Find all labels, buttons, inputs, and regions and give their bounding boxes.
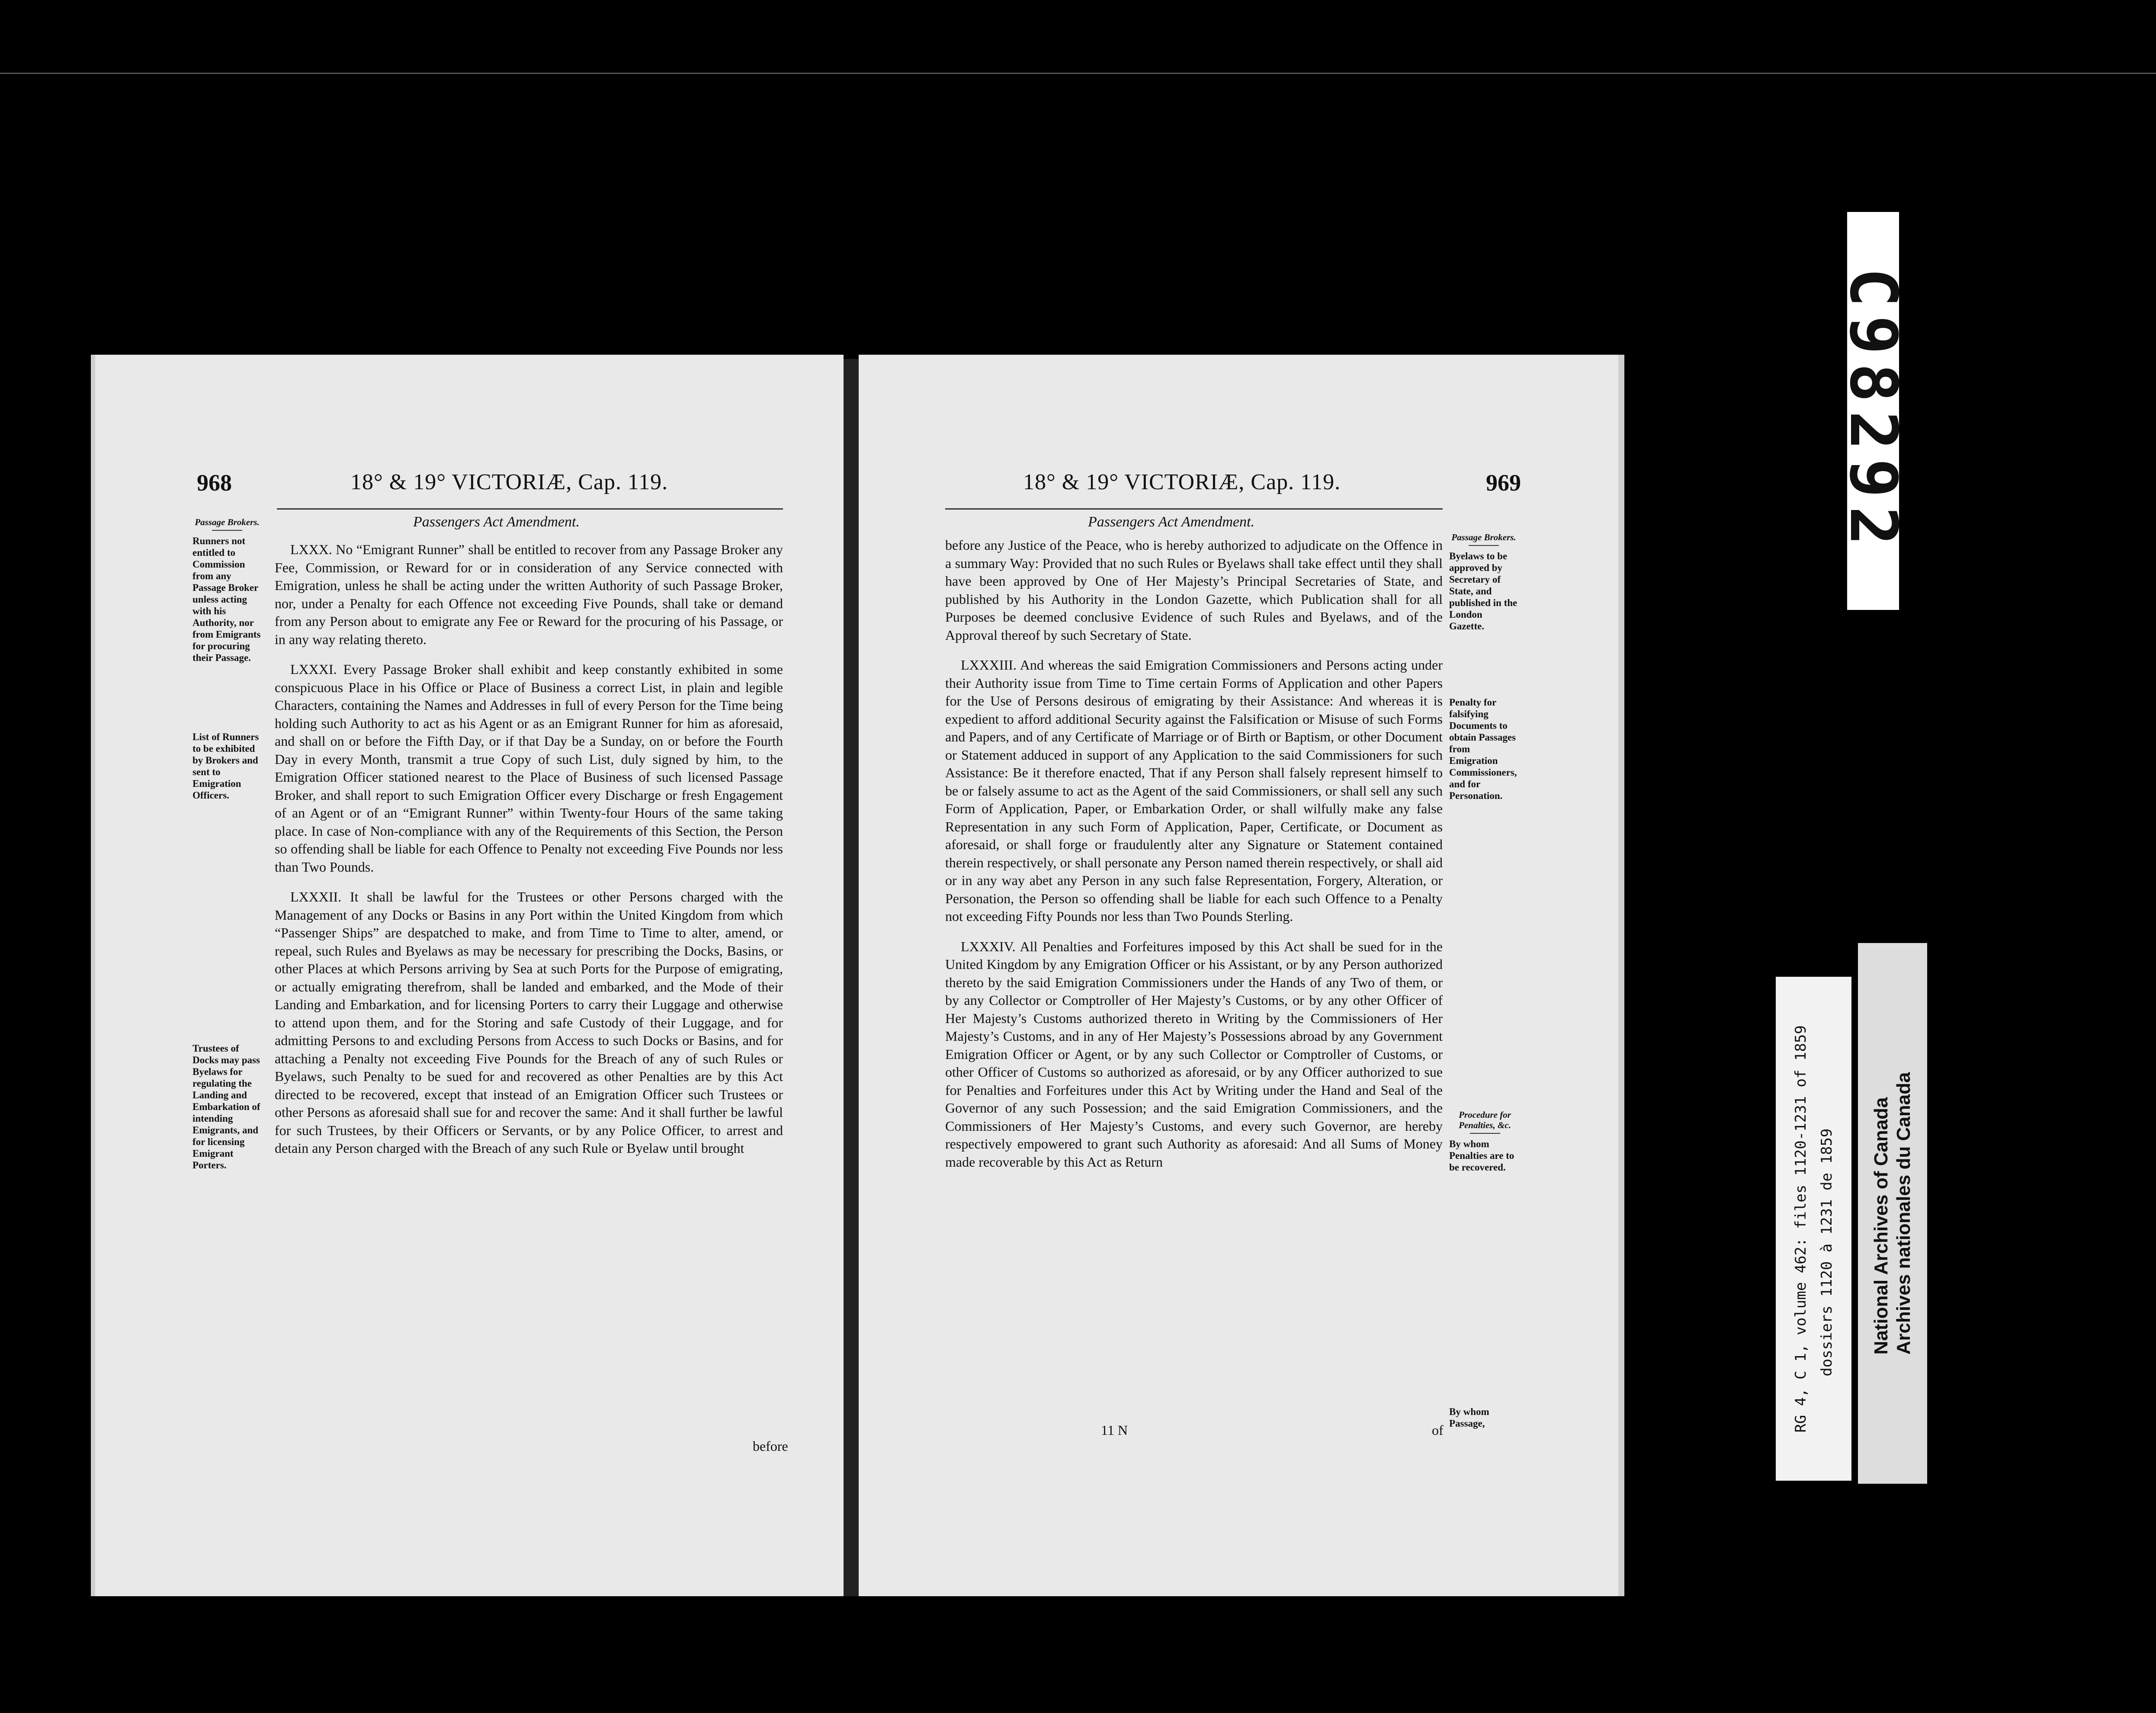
right-note-by-whom-passage: By whom Passage, [1449,1406,1489,1429]
right-page [859,355,1624,1596]
right-header-rule [945,508,1443,510]
archives-label [1858,943,1927,1484]
left-body [275,541,783,1170]
right-note-heading: Passage Brokers. [1451,532,1516,542]
section-lxxx: LXXX. No “Emigrant Runner” shall be entitled to recover from any Passage Broker any Fee, Commission, or Reward for or in consideration of any Service connected with Emigration, unless he shall be acting under the written Authority of such Passage Broker, nor, under a Penalty for each Offence not exceeding Five Pounds, shall take or demand from any Person about to emigrate any Fee or Reward for the procuring of his Passage, or in any way relating thereto. [275,542,783,647]
left-header-rule [277,508,783,510]
left-note-list-of-runners: List of Runners to be exhibited by Brokers and sent to Emigration Officers. [192,731,259,801]
reference-line-1: RG 4, C 1, volume 462: files 1120-1231 of 1859 [1792,1025,1810,1433]
left-margin-notes [192,517,262,664]
left-catchword: before [753,1438,788,1454]
right-page-number: 969 [1486,470,1521,496]
reference-text [1788,1025,1840,1433]
left-note-runners: Runners not entitled to Commission from any Passage Broker unless acting with his Authority, nor from Emigrants for procuring their Passage. [192,536,261,663]
left-page [91,355,844,1596]
section-lxxxiii: LXXXIII. And whereas the said Emigration Commissioners and Persons acting under their Authority issue from Time to Time certain Forms of Application and other Papers for the Use of Persons desirous of emigrating by their Assistance: And whereas it is expedient to afford additional Security against the Falsification or Misuse of such Forms and Papers, and of any Certificate of Marriage or of Birth or Baptism, or other Document or Statement adduced in support of any Application to the said Commissioners for such Assistance: Be it therefore enacted, That if any Person shall falsely represent himself to be or falsely assume to act as the Agent of the said Commissioners, or shall sell any such Form of Application, Paper, or Embarkation Order, or shall wilfully make any false Representation in any such Form of Application, Paper, Certificate, or Document as aforesaid, or shall forge or fraudulently alter any Signature or Statement contained therein respectively, or shall personate any Person named therein respectively, or shall aid or in any way abet any Person in any such false Representation, Forgery, Alteration, or Personation, the Person so offending shall be liable for each such Offence to a Penalty not exceeding Fifty Pounds nor less than Two Pounds Sterling. [945,657,1443,924]
section-lxxxii-continued: before any Justice of the Peace, who is hereby authorized to adjudicate on the Offence in a summary Way: Provided that no such Rules or Byelaws shall take effect until they shall have been approved by One of Her Majesty’s Principal Secretaries of State, and published by his Authority in the London Gazette, which Publication shall for all Purposes be deemed conclusive Evidence of such Rules and Byelaws, and of the Approval thereof by such Secretary of State. [945,537,1443,643]
right-margin-notes [1449,532,1518,632]
archives-text [1870,1072,1915,1355]
right-header-title: 18° & 19° VICTORIÆ, Cap. 119. [1023,470,1341,494]
right-note-byelaws: Byelaws to be approved by Secretary of State, and published in the London Gazette. [1449,551,1518,632]
right-catchword: of [1432,1422,1444,1438]
frame-number: C98292 [1835,268,1911,554]
section-lxxxii: LXXXII. It shall be lawful for the Trustees or other Persons charged with the Management of any Docks or Basins in any Port within the United Kingdom from which “Passenger Ships” are despatched to make, and from Time to Time to alter, amend, or repeal, such Rules and Byelaws as may be necessary for prescribing the Docks, Basins, or other Places at which Persons arriving by Sea at such Ports for the Purpose of emigrating, or actually emigrating therefrom, shall be landed and embarked, and the Mode of their Landing and Embarkation, and for licensing Porters to carry their Luggage and otherwise to attend upon them, and for the Storing and safe Custody of their Luggage, and for admitting Persons to and excluding Persons from Access to such Docks or Basins, and for attaching a Penalty not exceeding Five Pounds for the Breach of any of such Rules or Byelaws, such Penalty to be sued for and recovered as other Penalties are by this Act directed to be recovered, except that instead of an Emigration Officer such Trustees or other Persons as aforesaid shall sue for and recover the same: And it shall further be lawful for such Trustees, by their Officers or Servants, or by any Police Officer, to arrest and detain any Person charged with the Breach of any such Rule or Byelaw until brought [275,889,783,1156]
signature-mark: 11 N [1101,1422,1128,1438]
reference-line-2: dossiers 1120 à 1231 de 1859 [1818,1128,1835,1376]
left-note-heading: Passage Brokers. [195,517,260,527]
right-margin-notes-procedure [1449,1110,1521,1173]
right-note-penalty-falsifying: Penalty for falsifying Documents to obtain Passages from Emigration Commissioners, and for Personation. [1449,697,1517,801]
right-body [945,536,1443,1183]
left-subtitle: Passengers Act Amendment. [413,514,580,530]
left-page-number: 968 [197,470,232,496]
reference-label [1776,977,1851,1481]
top-border-line [0,73,2156,74]
right-subtitle: Passengers Act Amendment. [1088,514,1254,530]
archives-name-fr: Archives nationales du Canada [1893,1072,1914,1355]
archives-name-en: National Archives of Canada [1870,1097,1892,1355]
note-rule [1470,1133,1500,1134]
left-header-title: 18° & 19° VICTORIÆ, Cap. 119. [350,470,668,494]
section-lxxxi: LXXXI. Every Passage Broker shall exhibit and keep constantly exhibited in some conspicuous Place in his Office or Place of Business a correct List, in plain and legible Characters, containing the Names and Addresses in full of every Person for the Time being holding such Authority to act as his Agent or as an Emigrant Runner for him as aforesaid, and shall on or before the Fifth Day, or if that Day be a Sunday, on or before the Fourth Day in every Month, transmit a true Copy of such List, duly signed by him, to the Emigration Officer stationed nearest to the Place of Business of such licensed Passage Broker, and shall report to such Emigration Officer every Discharge or fresh Engagement of an Agent or of an “Emigrant Runner” within Twenty-four Hours of the same taking place. In case of Non-compliance with any of the Requirements of this Section, the Person so offending shall be liable for each Offence to Penalty not exceeding Five Pounds nor less than Two Pounds. [275,661,783,875]
note-rule [212,530,242,531]
left-note-trustees-of-docks: Trustees of Docks may pass Byelaws for regulating the Landing and Embarkation of intending Emigrants, and for licensing Emigrant Porters. [192,1043,260,1171]
right-note-by-whom-penalties: By whom Penalties are to be recovered. [1449,1139,1514,1173]
section-lxxxiv: LXXXIV. All Penalties and Forfeitures imposed by this Act shall be sued for in the United Kingdom by any Emigration Officer or his Assistant, or by any Person authorized thereto by the said Emigration Commissioners under the Hands of any Two of them, or by any Collector or Comptroller of Her Majesty’s Customs, or by any other Officer of Her Majesty’s Customs authorized thereto in Writing by the Commissioners of Her Majesty’s Customs, and in any of Her Majesty’s Possessions abroad by any Government Emigration Officer or Agent, or by any such Collector or Comptroller of Customs, or other Officer of Customs so authorized as aforesaid, or by any Officer authorized to sue for Penalties and Forfeitures under this Act by Writing under the Hand and Seal of the Governor of any such Possession; and the said Emigration Commissioners, and the Commissioners of Her Majesty’s Customs, and every such Governor, are hereby respectively empowered to grant such Authority as aforesaid: And all Sums of Money made recoverable by this Act as Return [945,938,1443,1170]
right-note-procedure: Procedure for Penalties, &c. [1459,1110,1511,1130]
book-gutter [844,359,859,1596]
frame-number-stamp [1835,212,1911,610]
note-rule [1469,545,1499,546]
